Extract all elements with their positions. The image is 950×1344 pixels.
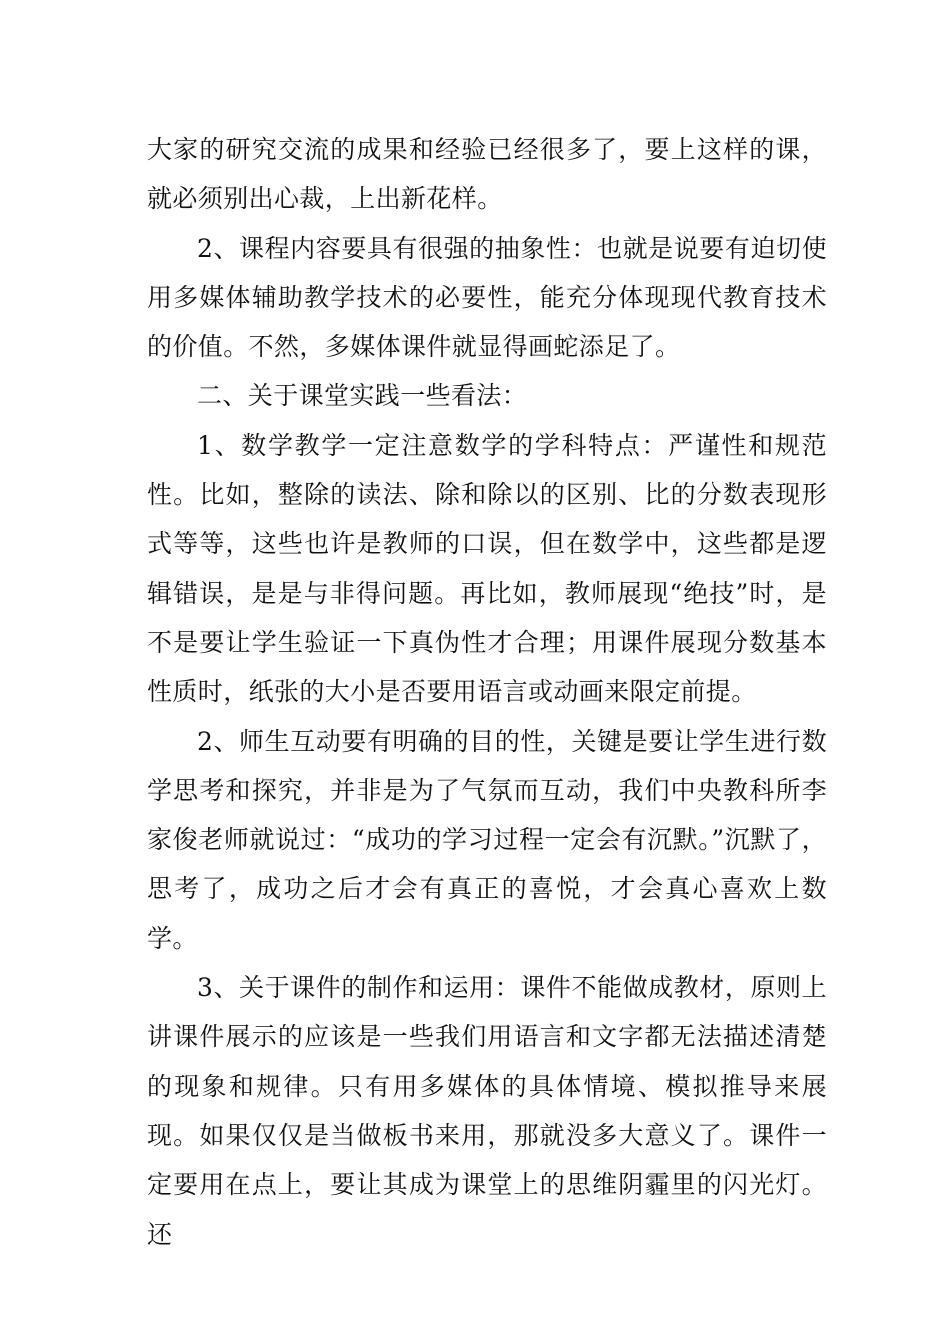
paragraph-math-rigor: 1、数学教学一定注意数学的学科特点：严谨性和规范性。比如，整除的读法、除和除以的区别、比的分数表现形式等等，这些也许是教师的口误，但在数学中，这些都是逻辑错误，是是与非得问题。再比如，教师展现“绝技”时，是不是要让学生验证一下真伪性才合理；用课件展现分数基本性质时，纸张的大小是否要用语言或动画来限定前提。: [147, 430, 827, 707]
paragraph-course-content-abstract: 2、课程内容要具有很强的抽象性：也就是说要有迫切使用多媒体辅助教学技术的必要性，能充分体现现代教育技术的价值。不然，多媒体课件就显得画蛇添足了。: [147, 233, 827, 362]
document-body: [147, 125, 827, 1259]
paragraph-teacher-student-interaction: 2、师生互动要有明确的目的性，关键是要让学生进行数学思考和探究，并非是为了气氛而互动，我们中央教科所李家俊老师就说过：“成功的学习过程一定会有沉默。”沉默了，思考了，成功之后才会有真正的喜悦，才会真心喜欢上数学。: [147, 726, 827, 953]
paragraph-continuation: 大家的研究交流的成果和经验已经很多了，要上这样的课，就必须别出心裁，上出新花样。: [147, 135, 827, 214]
paragraph-courseware-use: 3、关于课件的制作和运用：课件不能做成教材，原则上讲课件展示的应该是一些我们用语言和文字都无法描述清楚的现象和规律。只有用多媒体的具体情境、模拟推导来展现。如果仅仅是当做板书来用，那就没多大意义了。课件一定要用在点上，要让其成为课堂上的思维阴霾里的闪光灯。还: [147, 973, 827, 1249]
section-heading-classroom-practice: 二、关于课堂实践一些看法：: [197, 381, 528, 411]
